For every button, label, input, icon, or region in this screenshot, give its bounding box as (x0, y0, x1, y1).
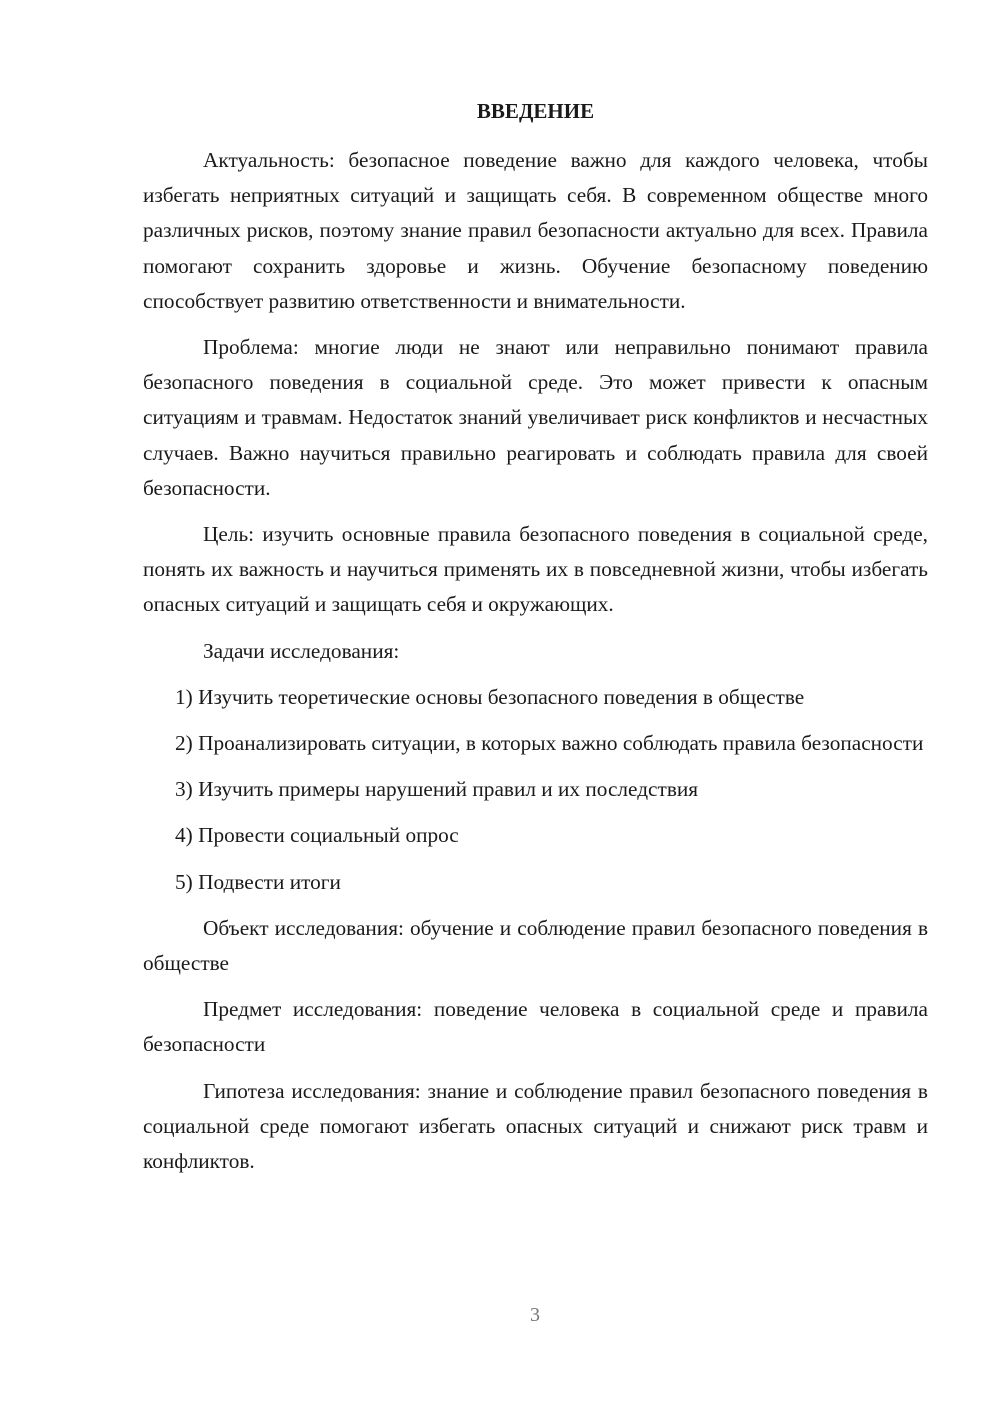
subject-paragraph: Предмет исследования: поведение человека в социальной среде и правила безопасности (143, 997, 928, 1057)
document-page (143, 94, 928, 1190)
task-item: 4) Провести социальный опрос (175, 823, 459, 848)
tasks-heading: Задачи исследования: (203, 638, 400, 663)
goal-paragraph: Цель: изучить основные правила безопасного поведения в социальной среде, понять их важность и научиться применять их в повседневной жизни, чтобы избегать опасных ситуаций и защищать себя и окружающих. (143, 522, 928, 617)
object-paragraph: Объект исследования: обучение и соблюдение правил безопасного поведения в обществе (143, 915, 928, 976)
section-title: ВВЕДЕНИЕ (476, 99, 595, 123)
task-item: 1) Изучить теоретические основы безопасного поведения в обществе (175, 684, 805, 709)
relevance-paragraph: Актуальность: безопасное поведение важно для каждого человека, чтобы избегать неприятных ситуаций и защищать себя. В современном обществе много различных рисков, поэтому знание правил безопасности актуально для всех. Правила помогают сохранить здоровье и жизнь. Обучение безопасному поведению способствует развитию ответственности и внимательности. (143, 148, 928, 313)
page-number: 3 (530, 1304, 540, 1326)
hypothesis-paragraph: Гипотеза исследования: знание и соблюдение правил безопасного поведения в социальной среде помогают избегать опасных ситуаций и снижают риск травм и конфликтов. (143, 1078, 928, 1174)
task-item: 2) Проанализировать ситуации, в которых важно соблюдать правила безопасности (175, 731, 924, 756)
task-item: 5) Подвести итоги (175, 869, 341, 894)
problem-paragraph: Проблема: многие люди не знают или неправильно понимают правила безопасного поведения в социальной среде. Это может привести к опасным ситуациям и травмам. Недостаток знаний увеличивает риск конфликтов и несчастных случаев. Важно научиться правильно реагировать и соблюдать правила для своей безопасности. (143, 335, 928, 500)
task-item: 3) Изучить примеры нарушений правил и их последствия (175, 777, 699, 802)
